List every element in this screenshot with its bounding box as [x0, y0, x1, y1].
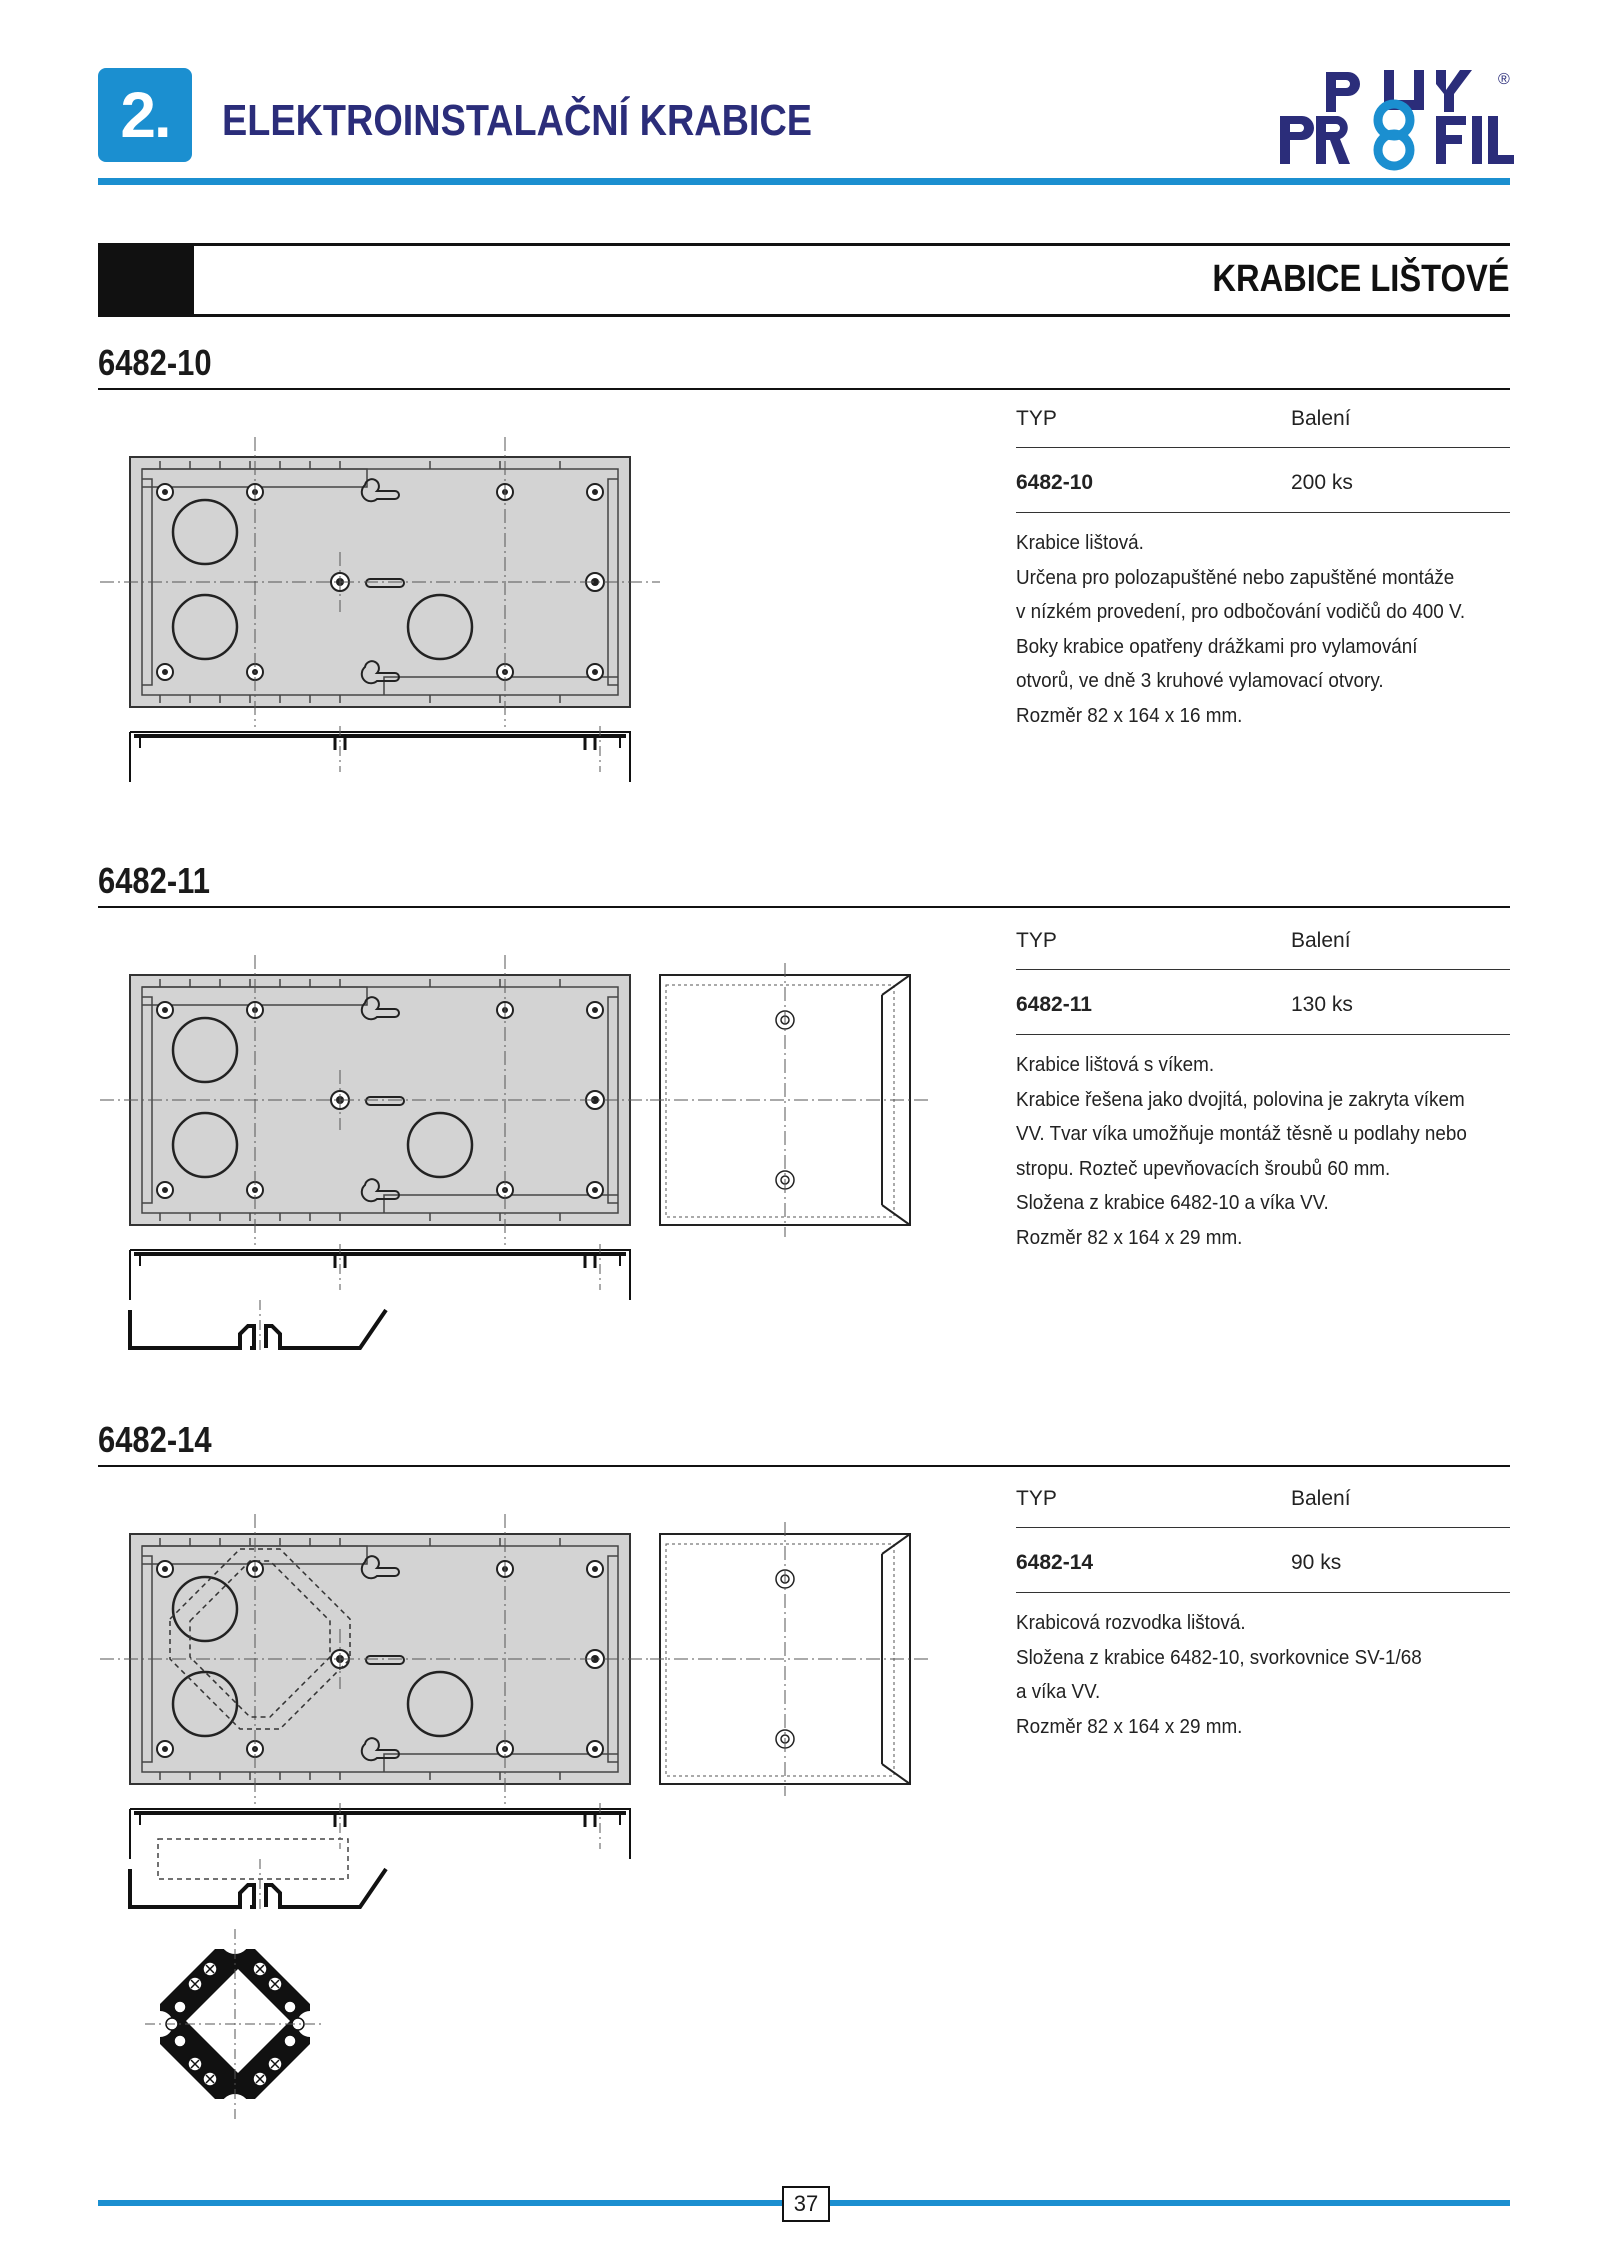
- footer-rule-right: [830, 2200, 1510, 2206]
- table-header-packaging: Balení: [1291, 1487, 1351, 1510]
- header-rule: [98, 178, 1510, 185]
- product-packaging: 130 ks: [1291, 993, 1353, 1016]
- footer-rule-left: [98, 2200, 782, 2206]
- description-line: Rozměr 82 x 164 x 29 mm.: [1016, 1225, 1243, 1249]
- product-rule: [98, 388, 1510, 390]
- section-marker: [98, 243, 194, 317]
- product-drawing-6482-10: [100, 432, 660, 792]
- table-header-type: TYP: [1016, 407, 1057, 430]
- product-drawing-6482-11: [100, 950, 940, 1360]
- product-description: [1016, 1048, 1510, 1256]
- table-header-type: TYP: [1016, 929, 1057, 952]
- description-line: Krabice řešena jako dvojitá, polovina je zakryta víkem: [1016, 1087, 1465, 1111]
- product-heading: 6482-14: [98, 1419, 212, 1460]
- poly-profil-logo: [1276, 64, 1516, 176]
- table-rule: [1016, 1034, 1510, 1035]
- description-line: otvorů, ve dně 3 kruhové vylamovací otvory.: [1016, 669, 1384, 693]
- description-line: Boky krabice opatřeny drážkami pro vylamování: [1016, 634, 1418, 658]
- table-rule: [1016, 447, 1510, 448]
- product-rule: [98, 906, 1510, 908]
- product-packaging: 200 ks: [1291, 471, 1353, 494]
- description-line: Krabice lištová s víkem.: [1016, 1053, 1215, 1076]
- table-rule: [1016, 1592, 1510, 1593]
- chapter-title: ELEKTROINSTALAČNÍ KRABICE: [222, 96, 813, 145]
- page-number: 37: [782, 2186, 830, 2222]
- description-line: Krabice lištová.: [1016, 531, 1144, 554]
- product-type: 6482-14: [1016, 1551, 1094, 1574]
- table-header-type: TYP: [1016, 1487, 1057, 1510]
- table-header-packaging: Balení: [1291, 407, 1351, 430]
- description-line: Rozměr 82 x 164 x 16 mm.: [1016, 703, 1243, 727]
- product-rule: [98, 1465, 1510, 1467]
- description-line: Určena pro polozapuštěné nebo zapuštěné montáže: [1016, 565, 1455, 589]
- product-type: 6482-11: [1016, 993, 1092, 1016]
- description-line: Rozměr 82 x 164 x 29 mm.: [1016, 1714, 1243, 1738]
- registered-mark: ®: [1498, 71, 1510, 88]
- description-line: a víka VV.: [1016, 1680, 1101, 1704]
- chapter-badge: 2.: [98, 68, 192, 162]
- product-heading: 6482-11: [98, 860, 210, 901]
- table-rule: [1016, 969, 1510, 970]
- description-line: Krabicová rozvodka lištová.: [1016, 1611, 1246, 1634]
- product-drawing-6482-14: [100, 1509, 940, 2149]
- product-packaging: 90 ks: [1291, 1551, 1342, 1574]
- section-title: KRABICE LIŠTOVÉ: [1212, 258, 1510, 300]
- description-line: VV. Tvar víka umožňuje montáž těsně u podlahy nebo: [1016, 1122, 1467, 1146]
- product-description: [1016, 1606, 1510, 1744]
- product-heading: 6482-10: [98, 342, 212, 383]
- description-line: stropu. Rozteč upevňovacích šroubů 60 mm.: [1016, 1156, 1391, 1180]
- description-line: Složena z krabice 6482-10 a víka VV.: [1016, 1191, 1329, 1215]
- description-line: Složena z krabice 6482-10, svorkovnice SV-1/68: [1016, 1645, 1422, 1669]
- description-line: v nízkém provedení, pro odbočování vodičů do 400 V.: [1016, 600, 1466, 624]
- product-type: 6482-10: [1016, 471, 1094, 494]
- table-rule: [1016, 1527, 1510, 1528]
- table-header-packaging: Balení: [1291, 929, 1351, 952]
- table-rule: [1016, 512, 1510, 513]
- product-description: [1016, 526, 1510, 734]
